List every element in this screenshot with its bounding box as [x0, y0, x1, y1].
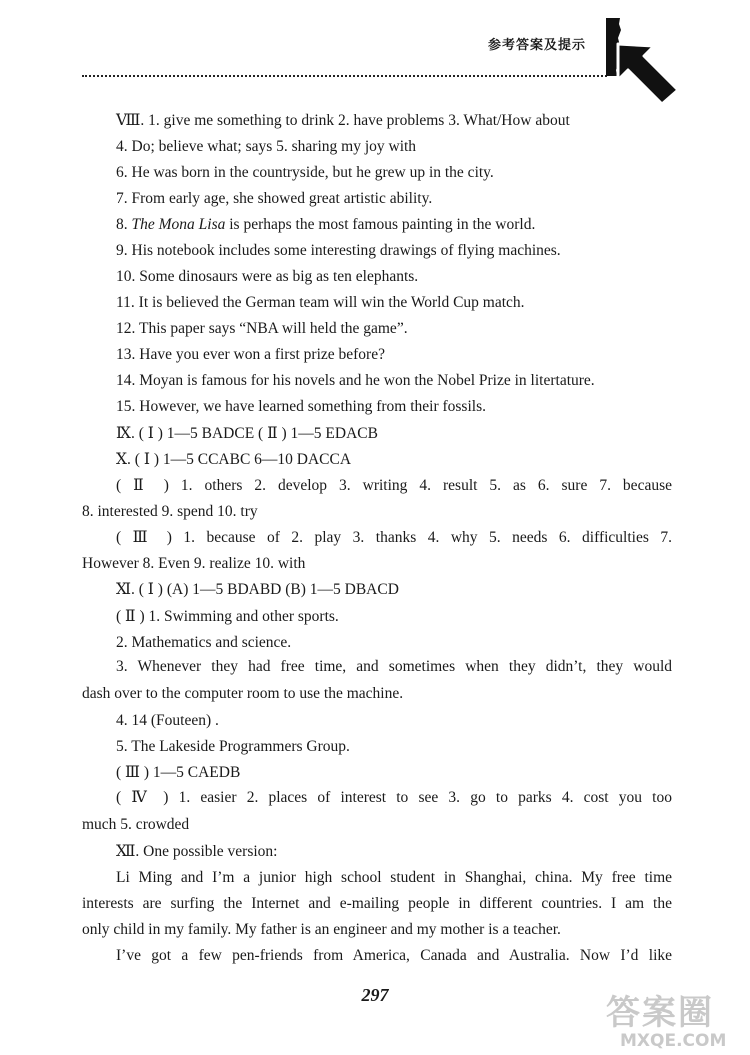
header-dotted-rule	[82, 75, 607, 77]
answer-line: 9. His notebook includes some interesting drawings of flying machines.	[116, 242, 561, 259]
answer-line: Ⅺ. ( Ⅰ ) (A) 1—5 BDABD (B) 1—5 DBACD	[116, 581, 399, 598]
answer-line: 4. 14 (Fouteen) .	[116, 712, 219, 729]
answer-line: ( Ⅲ ) 1. because of 2. play 3. thanks 4. why 5. needs 6. difficulties 7.	[116, 529, 672, 546]
answer-line: 8. interested 9. spend 10. try	[82, 503, 258, 520]
answer-line: ( Ⅲ ) 1—5 CAEDB	[116, 764, 241, 781]
answer-line	[116, 215, 672, 235]
answer-line: 12. This paper says “NBA will held the game”.	[116, 320, 408, 337]
arrow-icon	[604, 18, 686, 104]
line-number: 8.	[116, 216, 132, 233]
answer-line: ( Ⅱ ) 1. Swimming and other sports.	[116, 608, 339, 625]
answer-line: dash over to the computer room to use the machine.	[82, 685, 404, 702]
answer-line: 2. Mathematics and science.	[116, 634, 292, 651]
watermark-logo	[606, 995, 726, 1051]
answer-line: However 8. Even 9. realize 10. with	[82, 555, 306, 572]
answer-line: Ⅸ. ( Ⅰ ) 1—5 BADCE ( Ⅱ ) 1—5 EDACB	[116, 425, 378, 442]
answer-line: 14. Moyan is famous for his novels and he won the Nobel Prize in litertature.	[116, 372, 595, 389]
answer-line: ( Ⅳ ) 1. easier 2. places of interest to see 3. go to parks 4. cost you too	[116, 789, 672, 806]
answer-line: Ⅹ. ( Ⅰ ) 1—5 CCABC 6—10 DACCA	[116, 451, 352, 468]
answer-line: Ⅻ. One possible version:	[116, 843, 278, 860]
answer-line: 10. Some dinosaurs were as big as ten elephants.	[116, 268, 419, 285]
painting-title: The Mona Lisa	[131, 216, 226, 233]
header-title: 参考答案及提示	[488, 38, 587, 53]
answer-line: 4. Do; believe what; says 5. sharing my joy with	[116, 138, 417, 155]
answer-line: much 5. crowded	[82, 816, 190, 833]
answer-line: only child in my family. My father is an engineer and my mother is a teacher.	[82, 921, 561, 938]
answer-line: 7. From early age, she showed great artistic ability.	[116, 190, 433, 207]
answer-line: 5. The Lakeside Programmers Group.	[116, 738, 350, 755]
answer-line: interests are surfing the Internet and e-mailing people in different countries. I am the	[82, 895, 672, 912]
watermark-text: 答案圈	[606, 993, 714, 1033]
answer-line: Li Ming and I’m a junior high school student in Shanghai, china. My free time	[116, 869, 672, 886]
answer-line: Ⅷ. 1. give me something to drink 2. have problems 3. What/How about	[116, 112, 570, 129]
answer-line: 13. Have you ever won a first prize before?	[116, 346, 385, 363]
answer-line: 6. He was born in the countryside, but he grew up in the city.	[116, 164, 494, 181]
answer-line: I’ve got a few pen-friends from America, Canada and Australia. Now I’d like	[116, 947, 672, 964]
answer-line: 11. It is believed the German team will win the World Cup match.	[116, 294, 525, 311]
answer-line: 15. However, we have learned something from their fossils.	[116, 398, 486, 415]
page-number: 297	[361, 985, 389, 1005]
line-text: is perhaps the most famous painting in the world.	[229, 216, 536, 233]
watermark-url: MXQE.COM	[620, 1031, 727, 1051]
answer-line: 3. Whenever they had free time, and sometimes when they didn’t, they would	[116, 658, 672, 675]
answer-line: ( Ⅱ ) 1. others 2. develop 3. writing 4. result 5. as 6. sure 7. because	[116, 477, 672, 494]
